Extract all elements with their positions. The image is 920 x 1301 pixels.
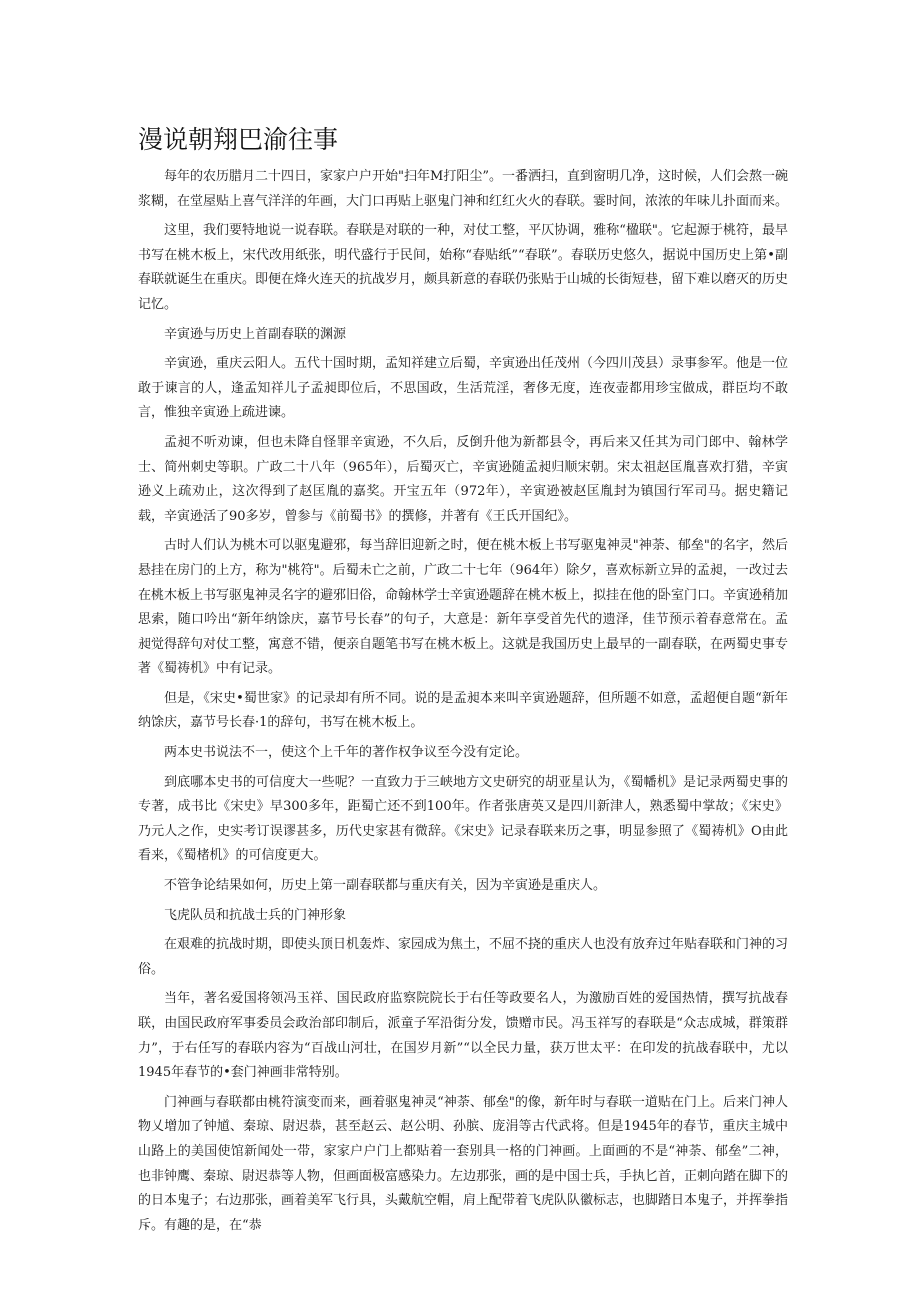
paragraph: 当年，著名爱国将领冯玉祥、国民政府监察院院长于右任等政要名人，为激励百姓的爱国热情，撰写抗战春联，由国民政府军事委员会政治部印制后，派童子军沿街分发，馈赠市民。冯玉祥写的春联是“众志成城，群策群力”，于右任写的春联内容为“百战山河壮，在国岁月新”“以全民力量，获万世太平：在印发的抗战春联中，尤以1945年春节的•套门神画非常特别。 xyxy=(138,991,788,1081)
article-body xyxy=(138,165,788,1243)
paragraph: 但是，《宋史•蜀世家》的记录却有所不同。说的是孟昶本来叫辛寅逊题辞，但所题不如意，孟超便自题“新年纳馀庆，嘉节号长春·1的辞句，书写在桃木板上。 xyxy=(138,690,788,731)
section-heading: 飞虎队员和抗战士兵的门神形象 xyxy=(164,907,347,923)
paragraph: 这里，我们要特地说一说春联。春联是对联的一种，对仗工整，平仄协调，雅称“楹联"。它起源于桃符，最早书写在桃木板上，宋代改用纸张，明代盛行于民间，始称“春贴纸”“春联”。春联历史悠久，据说中国历史上第•副春联就诞生在重庆。即便在烽火连天的抗战岁月，颇具新意的春联仍张贴于山城的长街短巷，留下难以磨灭的历史记忆。 xyxy=(138,223,789,312)
section-heading: 辛寅逊与历史上首副春联的渊源 xyxy=(164,326,347,342)
paragraph: 每年的农历腊月二十四日，家家户户开始"扫年M打阳尘”。一番洒扫，直到窗明几净，这时候，人们会熬一碗浆糊，在堂屋贴上喜气洋洋的年画，大门口再贴上驱鬼门神和红红火火的春联。霎时间，浓浓的年味儿扑面而来。 xyxy=(138,169,789,209)
paragraph: 不管争论结果如何，历史上第一副春联都与重庆有关，因为辛寅逊是重庆人。 xyxy=(164,878,607,894)
paragraph: 到底哪本史书的可信度大一些呢？一直致力于三峡地方文史研究的胡亚星认为，《蜀幡机》是记录两蜀史事的专著，成书比《宋史》早300多年，距蜀亡还不到100年。作者张唐英又是四川新津人，熟悉蜀中掌故；《宋史》乃元人之作，史实考订误谬甚多，历代史家甚有微辞。《宋史》记录春联来历之事，明显参照了《蜀祷机》O由此看来，《蜀楮机》的可信度更大。 xyxy=(138,774,788,864)
paragraph: 两本史书说法不一，使这个上千年的著作权争议至今没有定论。 xyxy=(164,745,529,761)
page-title: 漫说朝翔巴渝往事 xyxy=(138,125,339,154)
paragraph: 古时人们认为桃木可以驱鬼避邪，每当辞旧迎新之时，便在桃木板上书写驱鬼神灵"神荼、郁垒"的名字，然后悬挂在房门的上方，称为"桃符"。后蜀未亡之前，广政二十七年（964年）除夕，喜欢标新立异的孟昶，一改过去在桃木板上书写驱鬼神灵名字的避邪旧俗，命翰林学士辛寅逊题辞在桃木板上，拟挂在他的卧室门口。辛寅逊稍加思索，随口吟出“新年纳馀庆，嘉节号长春”的句子，大意是：新年享受首先代的遗泽，佳节预示着春意常在。孟昶觉得辞句对仗工整，寓意不错，便亲自题笔书写在桃木板上。这就是我国历史上最早的一副春联，在两蜀史事专著《蜀祷机》中有记录。 xyxy=(138,538,789,677)
paragraph: 在艰难的抗战时期，即使头顶日机轰炸、家园成为焦土，不屈不挠的重庆人也没有放弃过年贴春联和门神的习俗。 xyxy=(138,937,789,977)
paragraph: 孟昶不听劝谏，但也未降自怪罪辛寅逊，不久后，反倒升他为新都县令，再后来又任其为司门郎中、翰林学士、简州刺史等职。广政二十八年（965年），后蜀灭亡，辛寅逊随孟昶归顺宋朝。宋太祖赵匡胤喜欢打猎，辛寅逊义上疏劝止，这次得到了赵匡胤的嘉奖。开宝五年（972年），辛寅逊被赵匡胤封为镇国行军司马。据史籍记载，辛寅逊活了90多岁，曾参与《前蜀书》的撰修，并著有《王氏开国纪》。 xyxy=(138,434,788,524)
paragraph: 辛寅逊，重庆云阳人。五代十国时期，孟知祥建立后蜀，辛寅逊出任茂州（今四川茂县）录事参军。他是一位敢于谏言的人，逢孟知祥儿子孟昶即位后，不思国政，生活荒淫，奢侈无度，连夜壶都用珍宝做成，群臣均不敢言，惟独辛寅逊上疏进谏。 xyxy=(138,356,789,421)
paragraph: 门神画与春联都由桃符演变而来，画着驱鬼神灵“神荼、郁垒"的像，新年时与春联一道贴在门上。后来门神人物乂增加了钟馗、秦琼、尉迟恭，甚至赵云、赵公明、孙膑、庞涓等古代武将。但是1945年的春节，重庆主城中山路上的美国使馆新闻处一带，家家户户门上都贴着一套别具一格的门神画。上面画的不是“神荼、郁垒”二神，也非钟鹰、秦琼、尉迟恭等人物，但画面极富感染力。左边那张，画的是中国士兵，手执匕首，正刺向踏在脚下的的日本鬼子；右边那张，画着美军飞行具，头戴航空帽，肩上配带着飞虎队队徽标志，也脚踏日本鬼子，并挥拳指斥。有趣的是，在“恭 xyxy=(138,1094,789,1233)
